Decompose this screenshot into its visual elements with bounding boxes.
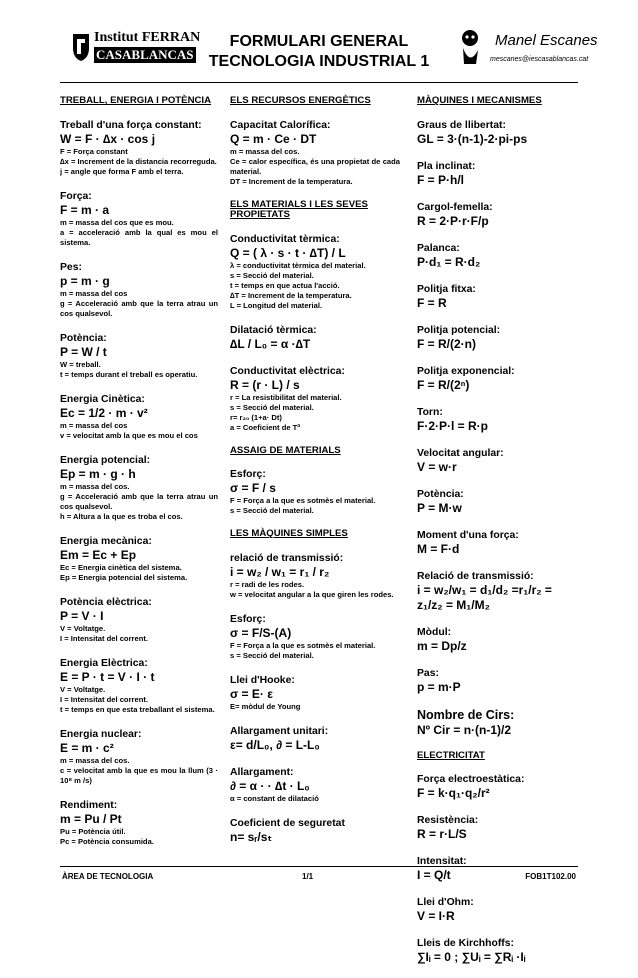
formula-block (230, 725, 400, 753)
formula-title: Energia potencial: (60, 454, 151, 466)
formula-title: Coeficient de seguretat (230, 817, 345, 829)
formula-legend: Ec = Energia cinètica del sistema. Ep = Energia potencial del sistema. (60, 562, 188, 582)
formula-expression: V = w·r (417, 459, 457, 474)
formula-expression: F = R/(2ⁿ) (417, 377, 470, 392)
formula-expression: Ep = m · g · h (60, 466, 136, 481)
formula-expression: F = R/(2·n) (417, 336, 476, 351)
formula-title: Conductivitat tèrmica: (230, 233, 340, 245)
formula-block (230, 119, 400, 187)
formula-title: Dilatació tèrmica: (230, 324, 317, 336)
formula-title: Pas: (417, 667, 439, 679)
formula-title: Lleis de Kirchhoffs: (417, 938, 514, 949)
formula-title: Força: (60, 190, 92, 202)
formula-list (417, 773, 580, 965)
formula-block (417, 365, 580, 393)
section-heading: LES MÀQUINES SIMPLES (230, 528, 348, 539)
page-header (0, 22, 638, 84)
formula-legend: λ = conductivitat tèrmica del material. s = Secció del material. t = temps en que actua l'acció. ∆T = Increment de la temperatura. L = Longitud del material. (230, 260, 366, 310)
formula-title: Allargament: (230, 766, 294, 778)
formula-block (60, 332, 218, 380)
logo-text-line2: CASABLANCAS (96, 47, 194, 62)
formula-list (230, 468, 400, 516)
formula-title: Nombre de Cirs: (417, 707, 515, 722)
footer-divider (60, 866, 578, 867)
formula-legend: m = massa del cos g = Acceleració amb que la terra atrau un cos qualsevol. (60, 288, 218, 318)
formula-block (417, 242, 580, 270)
formula-title: Conductivitat elèctrica: (230, 365, 345, 377)
formula-expression: F = P·h/l (417, 172, 465, 187)
formula-list (60, 119, 218, 847)
formula-legend: m = massa del cos v = velocitat amb la que es mou el cos (60, 420, 198, 440)
formula-list (230, 233, 400, 433)
formula-expression: ∂ = α · · ∆t · L₀ (230, 778, 310, 793)
formula-title: Esforç: (230, 469, 266, 480)
formula-expression: E = P · t = V · I · t (60, 669, 155, 684)
formula-title: Relació de transmissió: (417, 570, 534, 582)
formula-legend: r = radi de les rodes. w = velocitat angular a la que giren les rodes. (230, 579, 394, 599)
formula-expression: p = m · g (60, 273, 110, 288)
formula-expression: i = w₂/w₁ = d₁/d₂ =r₁/r₂ = z₁/z₂ = M₁/M₂ (417, 582, 552, 612)
formula-block (60, 190, 218, 248)
formula-title: Intensitat: (417, 856, 467, 867)
formula-title: Esforç: (230, 613, 266, 625)
formula-expression: P = W / t (60, 344, 107, 359)
author-email: mescanes@iescasablancas.cat (490, 56, 589, 63)
formula-title: Energia mecànica: (60, 535, 152, 547)
formula-block (60, 535, 218, 583)
formula-block (417, 896, 580, 924)
school-logo (70, 30, 201, 66)
formula-legend: α = constant de dilatació (230, 793, 319, 803)
formula-title: Energia nuclear: (60, 728, 142, 740)
formula-block (417, 201, 580, 229)
formula-expression: σ = E· ε (230, 686, 273, 701)
author-avatar-icon (458, 26, 482, 66)
formula-block (60, 119, 218, 177)
formula-title: Torn: (417, 406, 443, 418)
formula-title: relació de transmissió: (230, 552, 344, 564)
formula-block (417, 667, 580, 695)
formula-expression: σ = F/S-(A) (230, 625, 292, 640)
formula-legend: V = Voltatge. I = Intensitat del corrent. t = temps en que esta treballant el sistema. (60, 684, 215, 714)
formula-expression: GL = 3·(n-1)-2·pi-ps (417, 131, 528, 146)
formula-block (417, 324, 580, 352)
formula-expression: W = F · ∆x · cos j (60, 131, 156, 146)
column-3 (417, 96, 580, 978)
formula-block (60, 393, 218, 441)
formula-title: Politja exponencial: (417, 365, 515, 377)
formula-title: Palanca: (417, 242, 460, 254)
formula-expression: ∆L / L₀ = α ·∆T (230, 336, 311, 351)
formula-title: Llei d'Ohm: (417, 897, 474, 908)
section-heading: ELS MATERIALS I LES SEVES PROPIETATS (230, 198, 368, 220)
formula-block (417, 529, 580, 557)
formula-title: Pla inclinat: (417, 160, 476, 172)
formula-expression: ε= d/L₀, ∂ = L-L₀ (230, 737, 320, 752)
formula-list (230, 552, 400, 845)
logo-text-line1: Institut FERRAN (94, 30, 201, 45)
formula-block (230, 324, 400, 352)
formula-block (230, 365, 400, 433)
formula-expression: Nº Cir = n·(n-1)/2 (417, 722, 512, 737)
formula-expression: p = m·P (417, 679, 461, 694)
formula-title: Allargament unitari: (230, 725, 329, 737)
formula-block (60, 728, 218, 786)
school-emblem-icon (70, 32, 92, 62)
formula-block (230, 552, 400, 600)
formula-block (417, 814, 580, 842)
column-1 (60, 96, 218, 860)
formula-block (417, 160, 580, 188)
formula-title: Velocitat angular: (417, 447, 504, 459)
formula-block (230, 674, 400, 712)
title-line-2: TECNOLOGIA INDUSTRIAL 1 (208, 53, 430, 70)
formula-title: Potència: (417, 488, 464, 500)
formula-expression: Ec = 1/2 · m · v² (60, 405, 148, 420)
formula-title: Potència elèctrica: (60, 596, 152, 608)
formula-expression: P = V · I (60, 608, 104, 623)
formula-expression: P·d₁ = R·d₂ (417, 254, 481, 269)
formula-block (417, 406, 580, 434)
section-heading: ASSAIG DE MATERIALS (230, 444, 341, 456)
formula-expression: σ = F / s (230, 481, 276, 495)
formula-legend: m = massa del cos que es mou. a = acceleració amb la qual es mou el sistema. (60, 217, 218, 247)
formula-title: Politja fitxa: (417, 283, 476, 295)
column-2 (230, 96, 400, 858)
formula-block (230, 766, 400, 804)
formula-expression: F = k·q₁·q₂/r² (417, 786, 490, 800)
formula-legend: m = massa del cos. Ce = calor específica, és una propietat de cada material. DT = Increment de la temperatura. (230, 146, 400, 186)
formula-expression: Q = ( λ · s · t · ∆T) / L (230, 245, 346, 260)
formula-block (60, 261, 218, 319)
formula-expression: I = Q/t (417, 868, 451, 882)
formula-expression: Em = Ec + Ep (60, 547, 137, 562)
formula-legend: E= mòdul de Young (230, 701, 301, 711)
formula-legend: F = Força a la que es sotmès el material. s = Secció del material. (230, 640, 376, 660)
formula-expression: n= sᵣ/sₜ (230, 829, 273, 844)
formula-block (417, 119, 580, 147)
formula-expression: i = w₂ / w₁ = r₁ / r₂ (230, 564, 330, 579)
formula-list (417, 119, 580, 738)
formula-legend: r = La resistibilitat del material. s = Secció del material. r= r₂₀ (1+a· Dt) a = Coeficient de Tª (230, 392, 342, 432)
formula-title: Moment d'una força: (417, 529, 519, 541)
formula-block (60, 454, 218, 522)
formula-legend: F = Força a la que es sotmès el material. s = Secció del material. (230, 496, 376, 515)
formula-expression: m = Dp/z (417, 638, 467, 653)
formula-block (417, 283, 580, 311)
formula-title: Rendiment: (60, 799, 118, 811)
formula-title: Pes: (60, 261, 82, 273)
formula-title: Politja potencial: (417, 324, 501, 336)
formula-title: Energia Cinètica: (60, 393, 145, 405)
formula-title: Potència: (60, 332, 107, 344)
formula-legend: W = treball. t = temps durant el treball es operatiu. (60, 359, 198, 379)
title-line-1: FORMULARI GENERAL (229, 33, 409, 50)
formula-title: Graus de llibertat: (417, 119, 506, 131)
formula-list (230, 119, 400, 187)
formula-legend: m = massa del cos. g = Acceleració amb que la terra atrau un cos qualsevol. h = Altura a la que es troba el cos. (60, 481, 218, 521)
author-name: Manel Escanes (495, 32, 598, 49)
formula-expression: F·2·P·l = R·p (417, 418, 488, 433)
formula-expression: R = r·L/S (417, 827, 467, 841)
formula-block (230, 468, 400, 516)
formula-title: Capacitat Calorífica: (230, 119, 331, 131)
section-heading: ELS RECURSOS ENERGÈTICS (230, 95, 371, 106)
formula-expression: m = Pu / Pt (60, 811, 122, 826)
formula-title: Cargol-femella: (417, 201, 493, 213)
document-title (200, 32, 438, 72)
formula-expression: R = 2·P·r·F/p (417, 213, 489, 228)
formula-title: Força electroestàtica: (417, 774, 525, 785)
formula-block (230, 613, 400, 661)
formula-block (417, 708, 580, 738)
footer-page-number: 1/1 (302, 872, 314, 881)
formula-title: Treball d'una força constant: (60, 119, 202, 131)
formula-expression: R = (r · L) / s (230, 377, 300, 392)
formula-expression: M = F·d (417, 541, 460, 556)
formula-title: Resistència: (417, 815, 479, 826)
footer-document-code: FOB1T102.00 (525, 872, 576, 881)
formula-expression: F = m · a (60, 202, 110, 217)
formula-block (417, 570, 580, 613)
formula-block (417, 773, 580, 801)
formula-block (60, 799, 218, 847)
formula-expression: V = I·R (417, 909, 455, 923)
formula-expression: Q = m · Ce · DT (230, 131, 317, 146)
formula-block (417, 626, 580, 654)
section-heading: MÀQUINES I MECANISMES (417, 95, 542, 106)
footer-department: ÀREA DE TECNOLOGIA (62, 872, 154, 881)
formula-title: Llei d'Hooke: (230, 674, 295, 686)
formula-expression: ∑Iᵢ = 0 ; ∑Uᵢ = ∑Rᵢ ·Iᵢ (417, 950, 526, 964)
formula-block (417, 488, 580, 516)
formula-block (60, 596, 218, 644)
formula-block (230, 817, 400, 845)
formula-block (417, 447, 580, 475)
formula-expression: F = R (417, 295, 447, 310)
formula-legend: m = massa del cos. c = velocitat amb la que es mou la llum (3 · 10⁸ m /s) (60, 755, 218, 785)
formula-legend: F = Força constant ∆x = Increment de la distancia recorreguda. j = angle que forma F amb el terra. (60, 146, 217, 176)
formula-legend: Pu = Potència útil. Pc = Potència consumida. (60, 826, 154, 846)
formula-expression: P = M·w (417, 500, 462, 515)
formula-title: Mòdul: (417, 626, 452, 638)
formula-title: Energia Elèctrica: (60, 657, 148, 669)
formula-block (230, 233, 400, 311)
section-heading: ELECTRICITAT (417, 749, 485, 761)
formula-block (417, 937, 580, 965)
formula-block (60, 657, 218, 715)
header-divider (60, 82, 578, 83)
formula-legend: V = Voltatge. I = Intensitat del corrent. (60, 623, 148, 643)
formula-expression: E = m · c² (60, 740, 114, 755)
section-heading: TREBALL, ENERGIA I POTÈNCIA (60, 95, 212, 106)
